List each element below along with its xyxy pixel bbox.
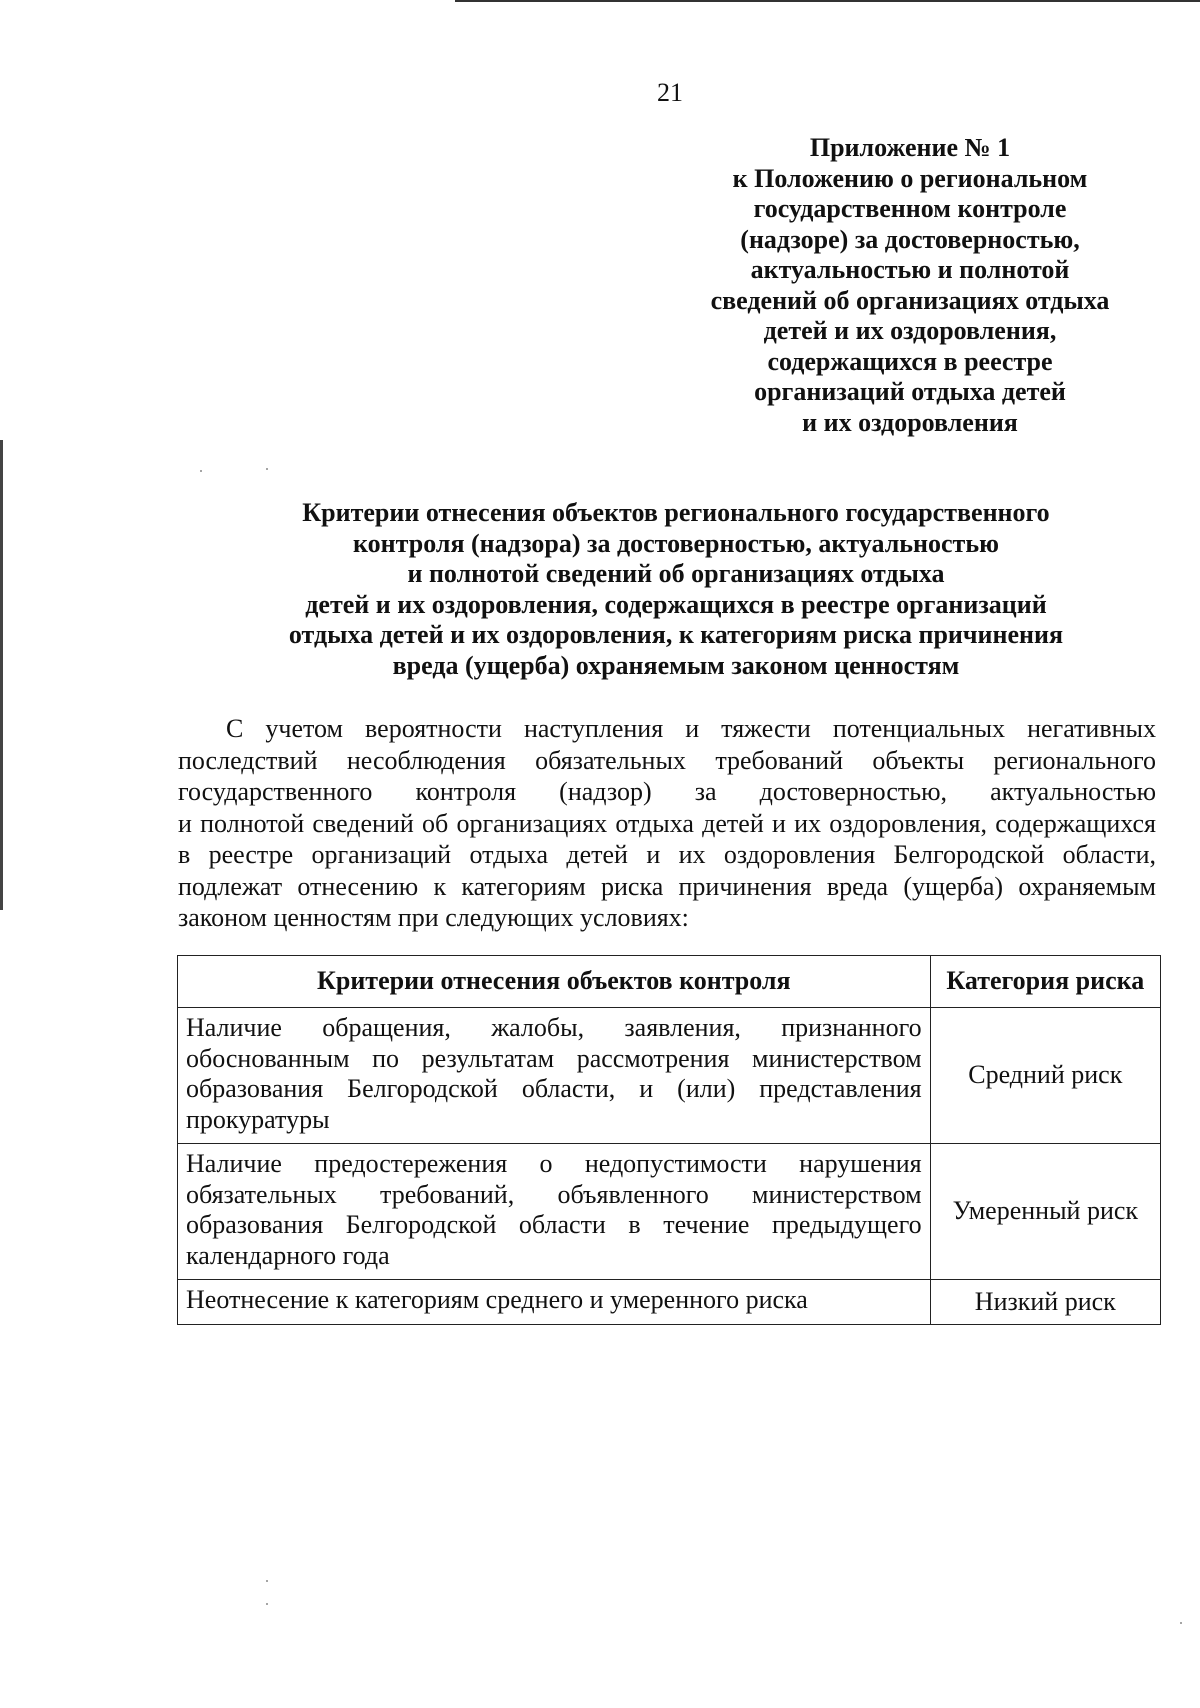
appendix-line: детей и их оздоровления, (763, 316, 1057, 345)
table-header-row (178, 956, 1161, 1008)
title-line: контроля (надзора) за достоверностью, актуальностью (353, 528, 999, 558)
criteria-line: обязательных требований, объявленного министерством (186, 1179, 922, 1209)
appendix-line: государственном контроле (753, 194, 1067, 223)
paragraph-line: С учетом вероятности наступления и тяжести потенциальных негативных (226, 714, 1156, 743)
title-line: детей и их оздоровления, содержащихся в реестре организаций (305, 589, 1047, 619)
appendix-line: содержащихся в реестре (767, 346, 1053, 376)
criteria-cell (178, 1144, 931, 1280)
appendix-line: и их оздоровления (802, 407, 1018, 437)
criteria-line: Наличие предостережения о недопустимости нарушения (186, 1149, 922, 1178)
scan-speck (266, 1580, 268, 1582)
criteria-line: прокуратуры (186, 1104, 330, 1134)
intro-paragraph (178, 713, 1156, 934)
table-row (178, 1144, 1161, 1280)
appendix-line: (надзоре) за достоверностью, (740, 224, 1080, 254)
title-line: вреда (ущерба) охраняемым законом ценностям (392, 650, 960, 680)
scan-speck (266, 468, 268, 470)
column-header-risk: Категория риска (930, 956, 1160, 1008)
appendix-header (690, 133, 1130, 438)
criteria-line: обоснованным по результатам рассмотрения министерством (186, 1043, 922, 1073)
appendix-line: сведений об организациях отдыха (710, 285, 1110, 315)
paragraph-line: законом ценностям при следующих условиях: (178, 903, 689, 932)
scan-border-left (0, 440, 3, 910)
criteria-cell (178, 1008, 931, 1144)
appendix-line: актуальностью и полнотой (750, 255, 1070, 284)
column-header-criteria: Критерии отнесения объектов контроля (178, 956, 931, 1008)
paragraph-line: последствий несоблюдения обязательных требований объекты регионального (178, 745, 1156, 775)
risk-category-cell: Низкий риск (930, 1280, 1160, 1325)
table-row (178, 1280, 1161, 1325)
appendix-line: организаций отдыха детей (754, 377, 1066, 406)
title-line: и полнотой сведений об организациях отдыха (407, 559, 945, 588)
paragraph-line: государственного контроля (надзор) за достоверностью, актуальностью (178, 777, 1156, 806)
title-line: Критерии отнесения объектов регионального государственного (302, 498, 1050, 527)
document-title (176, 498, 1176, 681)
criteria-line: образования Белгородской области в течение предыдущего (186, 1210, 922, 1239)
scan-speck (266, 1603, 268, 1605)
scan-border-top (455, 0, 1200, 2)
risk-category-cell: Средний риск (930, 1008, 1160, 1144)
paragraph-line: в реестре организаций отдыха детей и их оздоровления Белгородской области, (178, 840, 1156, 869)
table-row (178, 1008, 1161, 1144)
risk-category-cell: Умеренный риск (930, 1144, 1160, 1280)
paragraph-line: и полнотой сведений об организациях отдыха детей и их оздоровления, содержащихся (178, 808, 1156, 838)
criteria-line: Неотнесение к категориям среднего и умеренного риска (186, 1285, 808, 1314)
page-number: 21 (657, 78, 683, 107)
risk-criteria-table (177, 955, 1161, 1325)
appendix-line: к Положению о региональном (732, 163, 1088, 193)
criteria-line: календарного года (186, 1240, 390, 1270)
scan-speck (200, 470, 202, 472)
scan-speck (1180, 1622, 1182, 1624)
title-line: отдыха детей и их оздоровления, к категориям риска причинения (288, 620, 1064, 649)
criteria-line: образования Белгородской области, и (или) представления (186, 1074, 922, 1103)
criteria-line: Наличие обращения, жалобы, заявления, признанного (186, 1013, 922, 1042)
criteria-cell (178, 1280, 931, 1325)
appendix-line: Приложение № 1 (809, 133, 1011, 162)
paragraph-line: подлежат отнесению к категориям риска причинения вреда (ущерба) охраняемым (178, 871, 1156, 901)
